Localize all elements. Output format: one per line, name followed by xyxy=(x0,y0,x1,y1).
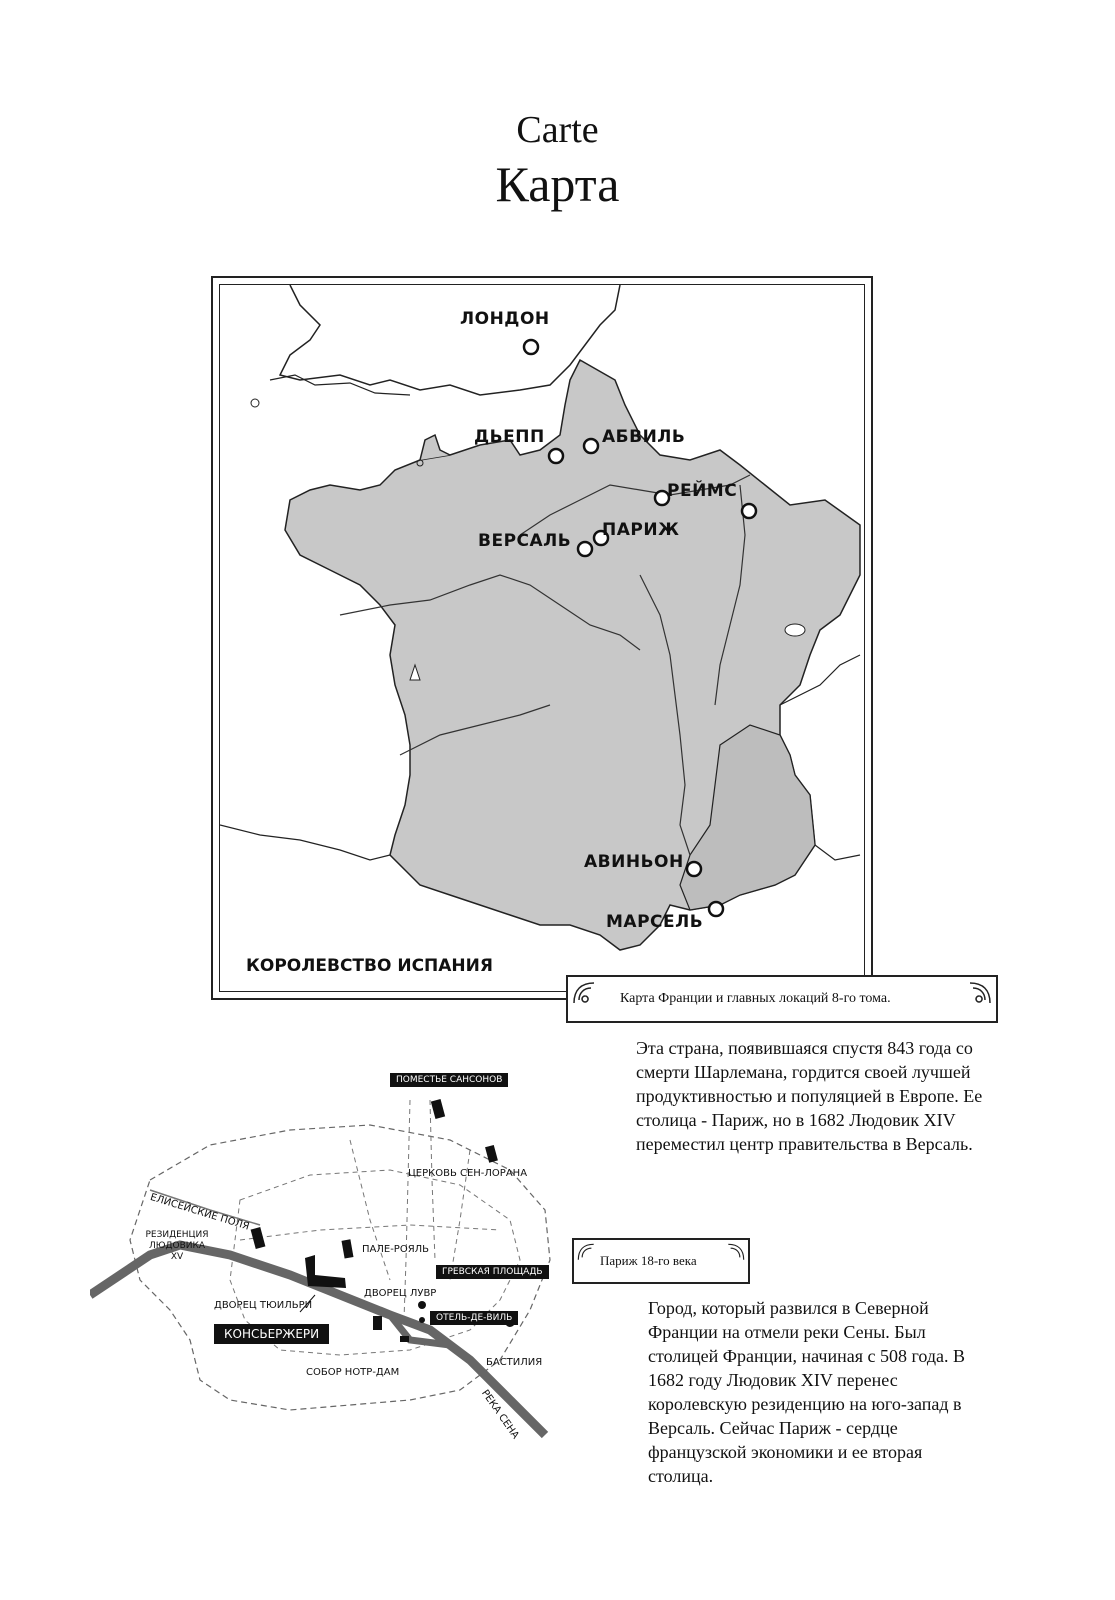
france-description: Эта страна, появившаяся спустя 843 года со смерти Шарлемана, гордится своей лучшей продуктивностью и популяцией в Европе. Ее столица - Париж, но в 1682 Людовик XIV переместил центр правительства в Версаль. xyxy=(636,1038,983,1154)
building-palais-royal xyxy=(341,1239,353,1258)
building-sanson xyxy=(431,1099,445,1119)
ornament-icon xyxy=(576,1242,596,1262)
page-title-fr: Carte xyxy=(516,109,599,151)
page-title-ru: Карта xyxy=(495,156,620,212)
paris-street xyxy=(240,1225,500,1240)
label-tuileries: ДВОРЕЦ ТЮИЛЬРИ xyxy=(214,1300,313,1311)
label-kingdom-spain: КОРОЛЕВСТВО ИСПАНИЯ xyxy=(246,956,493,976)
label-bastille: БАСТИЛИЯ xyxy=(486,1357,543,1368)
label-dieppe: ДЬЕПП xyxy=(474,427,545,447)
label-reims: РЕЙМС xyxy=(667,481,738,501)
label-notre-dame: СОБОР НОТР-ДАМ xyxy=(306,1367,400,1378)
paris-street xyxy=(404,1100,410,1320)
island xyxy=(251,399,259,407)
label-louvre: ДВОРЕЦ ЛУВР xyxy=(364,1288,437,1299)
lake-geneva xyxy=(785,624,805,636)
label-avignon: АВИНЬОН xyxy=(584,852,684,872)
label-palais-royal: ПАЛЕ-РОЯЛЬ xyxy=(362,1244,430,1255)
building-conciergerie xyxy=(373,1316,382,1330)
hotel-de-ville-marker xyxy=(419,1317,425,1323)
label-seine: РЕКА СЕНА xyxy=(478,1388,521,1442)
label-champs-elysees: ЕЛИСЕЙСКИЕ ПОЛЯ xyxy=(148,1192,251,1233)
france-map xyxy=(219,284,865,992)
label-sanson-estate: ПОМЕСТЬЕ САНСОНОВ xyxy=(390,1073,508,1087)
england-coastline xyxy=(280,285,620,395)
label-conciergerie: КОНСЬЕРЖЕРИ xyxy=(214,1324,329,1344)
label-louis-xv-residence: РЕЗИДЕНЦИЯ ЛЮДОВИКА XV xyxy=(145,1230,209,1262)
label-hotel-de-ville: ОТЕЛЬ-ДЕ-ВИЛЬ xyxy=(430,1311,518,1325)
marker-abbeville xyxy=(584,439,598,453)
ornament-icon xyxy=(571,980,597,1006)
building-notre-dame xyxy=(400,1336,409,1342)
paris-caption-text: Париж 18-го века xyxy=(600,1253,697,1268)
france-caption-text: Карта Франции и главных локаций 8-го тома. xyxy=(620,991,891,1006)
label-versailles: ВЕРСАЛЬ xyxy=(478,531,572,551)
france-map-drawing xyxy=(220,285,865,992)
marker-dieppe xyxy=(549,449,563,463)
marker-marseille xyxy=(709,902,723,916)
label-saint-laurent: ЦЕРКОВЬ СЕН-ЛОРАНА xyxy=(408,1168,528,1179)
building-saint-laurent xyxy=(485,1145,498,1163)
ornament-icon xyxy=(726,1242,746,1262)
marker-london xyxy=(524,340,538,354)
ornament-icon xyxy=(967,980,993,1006)
label-greve-square: ГРЕВСКАЯ ПЛОЩАДЬ xyxy=(436,1265,549,1279)
label-london: ЛОНДОН xyxy=(460,309,550,329)
label-paris: ПАРИЖ xyxy=(602,520,680,540)
label-marseille: МАРСЕЛЬ xyxy=(606,912,704,932)
france-map-frame xyxy=(211,276,873,1000)
greve-marker xyxy=(418,1301,426,1309)
france-map-caption xyxy=(566,975,998,1023)
paris-description: Город, который развился в Северной Франции на отмели реки Сены. Был столицей Франции, начиная с 508 года. В 1682 году Людовик XIV перенес королевскую резиденцию на юго-запад в Версаль. Сейчас Париж - сердце французской экономики и ее вторая столица. xyxy=(648,1298,966,1486)
paris-street xyxy=(430,1100,435,1260)
marker-reims-2 xyxy=(742,504,756,518)
building-louvre xyxy=(305,1255,346,1288)
label-abbeville: АБВИЛЬ xyxy=(602,427,686,447)
paris-map-caption xyxy=(572,1238,750,1284)
border-italy xyxy=(815,845,860,860)
paris-street xyxy=(350,1140,390,1280)
marker-versailles xyxy=(578,542,592,556)
border-spain xyxy=(220,825,390,860)
marker-avignon xyxy=(687,862,701,876)
